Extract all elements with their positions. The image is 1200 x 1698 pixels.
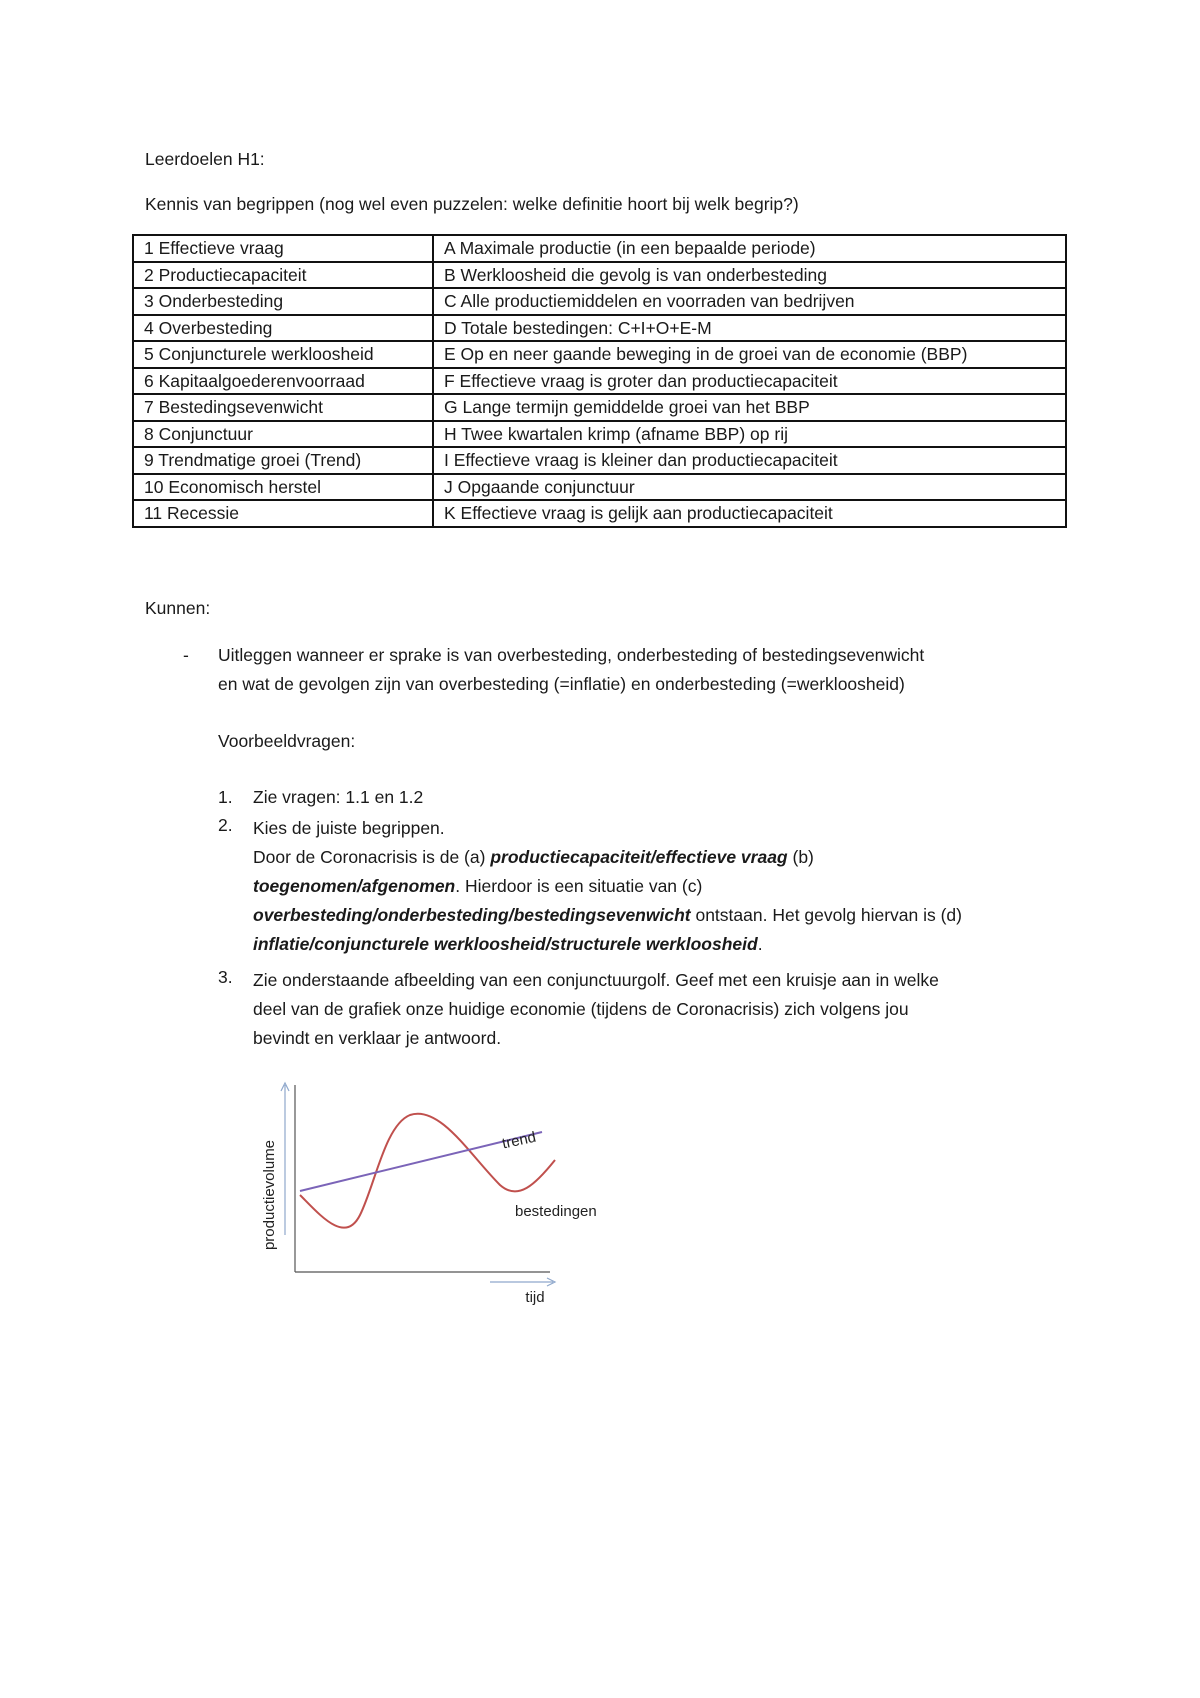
question-2-line-2 (253, 843, 962, 872)
question-3-text (253, 966, 939, 1053)
term-cell: 8 Conjunctuur (133, 421, 433, 448)
question-1-text: Zie vragen: 1.1 en 1.2 (253, 787, 424, 807)
choice-b: toegenomen/afgenomen (253, 876, 456, 896)
question-3-line-1: Zie onderstaande afbeelding van een conjunctuurgolf. Geef met een kruisje aan in welke (253, 970, 939, 990)
choice-a: productiecapaciteit/effectieve vraag (490, 847, 788, 867)
question-2-number: 2. (218, 815, 233, 835)
term-cell: 7 Bestedingsevenwicht (133, 394, 433, 421)
question-2-text-span: (b) (787, 847, 814, 867)
bullet-marker: - (183, 645, 189, 665)
bullet-line-2: en wat de gevolgen zijn van overbesteding (=inflatie) en onderbesteding (=werkloosheid) (218, 674, 905, 694)
term-cell: 5 Conjuncturele werkloosheid (133, 341, 433, 368)
spending-label: bestedingen (515, 1203, 597, 1220)
question-2-text-span: ontstaan. Het gevolg hiervan is (d) (690, 905, 962, 925)
definition-cell: B Werkloosheid die gevolg is van onderbesteding (433, 262, 1066, 289)
trend-label: trend (500, 1128, 538, 1153)
definition-cell: E Op en neer gaande beweging in de groei van de economie (BBP) (433, 341, 1066, 368)
definition-cell: F Effectieve vraag is groter dan productiecapaciteit (433, 368, 1066, 395)
question-3-line-3: bevindt en verklaar je antwoord. (253, 1028, 502, 1048)
table-row (133, 341, 1066, 368)
term-cell: 6 Kapitaalgoederenvoorraad (133, 368, 433, 395)
question-2-line-5 (253, 930, 962, 959)
question-2-text (253, 814, 962, 959)
table-row (133, 474, 1066, 501)
definition-cell: C Alle productiemiddelen en voorraden van bedrijven (433, 288, 1066, 315)
definition-cell: G Lange termijn gemiddelde groei van het BBP (433, 394, 1066, 421)
question-3-number: 3. (218, 967, 233, 987)
question-1-number: 1. (218, 787, 233, 807)
definition-cell: A Maximale productie (in een bepaalde periode) (433, 235, 1066, 262)
definition-cell: I Effectieve vraag is kleiner dan productiecapaciteit (433, 447, 1066, 474)
term-cell: 4 Overbesteding (133, 315, 433, 342)
question-2-line-1: Kies de juiste begrippen. (253, 818, 445, 838)
kunnen-heading: Kunnen: (145, 598, 211, 618)
question-2-text-span: . Hierdoor is een situatie van (c) (455, 876, 703, 896)
table-row (133, 500, 1066, 527)
term-cell: 10 Economisch herstel (133, 474, 433, 501)
term-cell: 2 Productiecapaciteit (133, 262, 433, 289)
heading: Leerdoelen H1: (145, 149, 265, 169)
question-2-line-3 (253, 872, 962, 901)
table-row (133, 421, 1066, 448)
choice-c: overbesteding/onderbesteding/bestedingsevenwicht (253, 905, 691, 925)
definition-cell: K Effectieve vraag is gelijk aan productiecapaciteit (433, 500, 1066, 527)
table-row (133, 262, 1066, 289)
table-row (133, 447, 1066, 474)
definition-cell: D Totale bestedingen: C+I+O+E-M (433, 315, 1066, 342)
term-cell: 9 Trendmatige groei (Trend) (133, 447, 433, 474)
table-row (133, 368, 1066, 395)
definition-cell: J Opgaande conjunctuur (433, 474, 1066, 501)
table-row (133, 315, 1066, 342)
intro-text: Kennis van begrippen (nog wel even puzzelen: welke definitie hoort bij welk begrip?) (145, 194, 799, 214)
term-cell: 1 Effectieve vraag (133, 235, 433, 262)
definition-cell: H Twee kwartalen krimp (afname BBP) op rij (433, 421, 1066, 448)
bullet-line-1: Uitleggen wanneer er sprake is van overbesteding, onderbesteding of bestedingsevenwicht (218, 645, 925, 665)
voorbeeld-heading: Voorbeeldvragen: (218, 731, 356, 751)
term-cell: 3 Onderbesteding (133, 288, 433, 315)
table-row (133, 394, 1066, 421)
table-row (133, 235, 1066, 262)
term-cell: 11 Recessie (133, 500, 433, 527)
y-axis-label: productievolume (261, 1139, 278, 1251)
question-2-text-span: . (757, 934, 763, 954)
choice-d: inflatie/conjuncturele werkloosheid/structurele werkloosheid (253, 934, 758, 954)
terms-table (132, 234, 1067, 528)
business-cycle-figure (250, 1075, 610, 1305)
x-axis-label: tijd (525, 1289, 545, 1305)
table-row (133, 288, 1066, 315)
question-3-line-2: deel van de grafiek onze huidige economie (tijdens de Coronacrisis) zich volgens jou (253, 999, 909, 1019)
question-2-line-4 (253, 901, 962, 930)
question-2-text-span: Door de Coronacrisis is de (a) (253, 847, 491, 867)
